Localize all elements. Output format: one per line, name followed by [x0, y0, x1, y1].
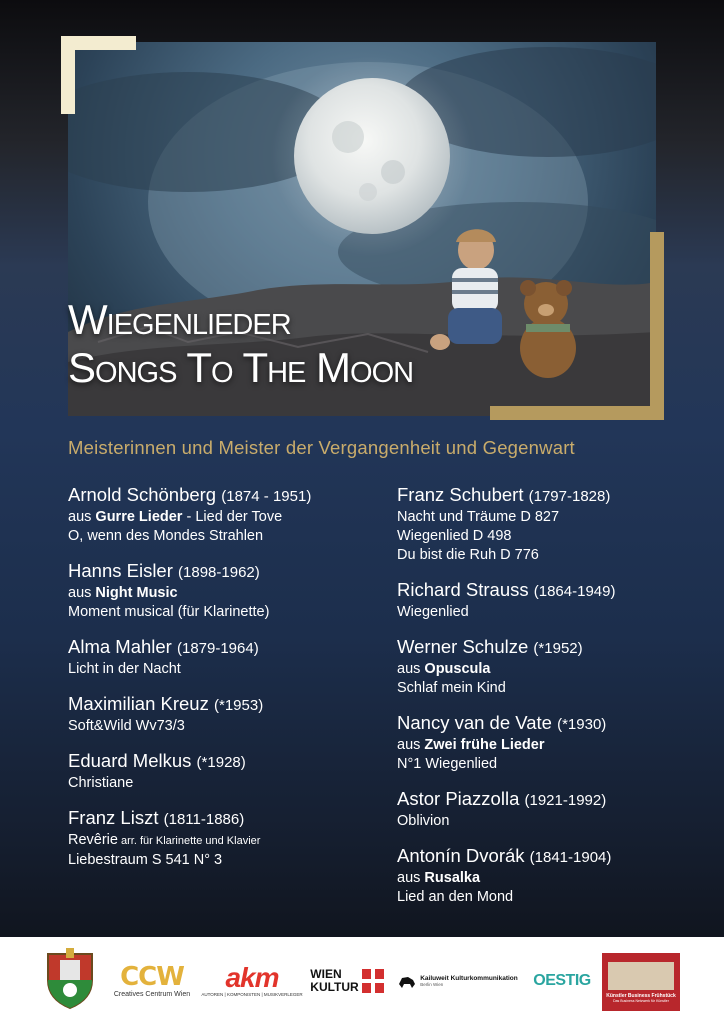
ccw-logo-subtext: Creatives Centrum Wien: [113, 991, 191, 998]
kultur-logo-text: KULTUR: [310, 979, 359, 994]
work-title: Revêrie: [68, 832, 118, 848]
work-title: Soft&Wild Wv73/3: [68, 718, 185, 734]
composer-years: (1879-1964): [176, 640, 259, 657]
work-title: O, wenn des Mondes Strahlen: [68, 528, 264, 544]
composer-name: Werner Schulze: [397, 636, 529, 657]
arrangement-note: arr. für Klarinette und Klavier: [117, 835, 261, 847]
subtitle: Meisterinnen und Meister der Vergangenheit und Gegenwart: [68, 437, 575, 458]
work-title: Moment musical (für Klarinette): [68, 604, 270, 620]
composer-years: (1864-1949): [533, 583, 616, 600]
kailuweit-logo-text: Kailuweit Kulturkommunikation: [420, 974, 518, 982]
program-entry: [68, 693, 388, 736]
work-collection: Rusalka: [424, 870, 481, 886]
program-entry: [397, 845, 717, 907]
ccw-logo: [108, 953, 196, 1008]
work-title: Du bist die Ruh D 776: [397, 547, 539, 563]
title-line-2: Songs To The Moon: [68, 344, 414, 391]
coat-of-arms-logo: [42, 946, 98, 1010]
moon: [294, 78, 450, 234]
work-title: Wiegenlied D 498: [397, 528, 512, 544]
work-prefix: aus: [397, 737, 425, 753]
oestig-logo: [530, 953, 594, 1008]
composer-years: (1797-1828): [528, 488, 611, 505]
wien-kultur-logo: [308, 953, 386, 1008]
work-title: Lied an den Mond: [397, 889, 514, 905]
composer-name: Nancy van de Vate: [397, 712, 552, 733]
composer-years: (*1952): [533, 640, 583, 657]
program-entry: [397, 484, 717, 565]
composer-years: (*1953): [214, 697, 264, 714]
composer-years: (1921-1992): [524, 792, 607, 809]
poster-title: [68, 296, 413, 392]
oestig-logo-text: OESTIG: [533, 971, 591, 989]
corner-bracket-bottom-right: [490, 232, 664, 420]
program-entry: [397, 636, 717, 698]
group-photo-icon: [608, 962, 674, 990]
work-collection: Opuscula: [424, 661, 491, 677]
composer-name: Hanns Eisler: [68, 560, 173, 581]
wien-logo-text: WIEN: [310, 966, 342, 981]
composer-years: (1874 - 1951): [221, 488, 312, 505]
composer-years: (*1930): [557, 716, 607, 733]
kbf-logo-text: Künstler Business Frühstück: [606, 992, 676, 999]
program-entry: [68, 750, 388, 793]
kbf-logo-subtext: Das Business Netzwerk für Künstler: [613, 998, 669, 1003]
work-title: Licht in der Nacht: [68, 661, 181, 677]
program-entry: [397, 788, 717, 831]
composer-name: Astor Piazzolla: [397, 788, 520, 809]
work-title: N°1 Wiegenlied: [397, 756, 498, 772]
program-column-right: [397, 484, 717, 921]
akm-logo: [201, 953, 303, 1008]
work-prefix: aus: [397, 870, 425, 886]
program-column-left: [68, 484, 388, 884]
wien-flag-icon: [362, 969, 384, 993]
program-entry: [68, 560, 388, 622]
work-collection: Zwei frühe Lieder: [424, 737, 545, 753]
ccw-logo-text: CCW: [120, 962, 184, 992]
work-title: Liebestraum S 541 N° 3: [68, 852, 223, 868]
composer-name: Antonín Dvorák: [397, 845, 525, 866]
program-entry: [397, 712, 717, 774]
title-line-1: Wiegenlieder: [68, 296, 291, 343]
work-prefix: aus: [68, 585, 96, 601]
program-entry: [68, 484, 388, 546]
kuenstler-business-fruehstueck-logo: [602, 953, 680, 1011]
work-title: Nacht und Träume D 827: [397, 509, 560, 525]
akm-logo-text: akm: [225, 962, 279, 993]
work-collection: Night Music: [95, 585, 178, 601]
program-entry: [397, 579, 717, 622]
work-title: Wiegenlied: [397, 604, 469, 620]
work-title: - Lied der Tove: [182, 509, 283, 525]
work-title: Schlaf mein Kind: [397, 680, 506, 696]
work-title: Christiane: [68, 775, 134, 791]
program-entry: [68, 807, 388, 870]
composer-name: Richard Strauss: [397, 579, 529, 600]
kailuweit-logo-subtext: Berlin Wien: [420, 981, 444, 987]
corner-bracket-top-left: [61, 36, 136, 114]
composer-years: (1841-1904): [529, 849, 612, 866]
akm-logo-subtext: AUTOREN | KOMPONISTEN | MUSIKVERLEGER: [201, 992, 303, 997]
composer-name: Franz Schubert: [397, 484, 524, 505]
composer-name: Franz Liszt: [68, 807, 159, 828]
kailuweit-logo: [394, 953, 522, 1008]
composer-years: (1811-1886): [163, 811, 245, 828]
composer-name: Arnold Schönberg: [68, 484, 217, 505]
composer-name: Alma Mahler: [68, 636, 172, 657]
composer-years: (1898-1962): [178, 564, 260, 581]
composer-years: (*1928): [196, 754, 246, 771]
work-prefix: aus: [397, 661, 425, 677]
work-prefix: aus: [68, 509, 96, 525]
program-entry: [68, 636, 388, 679]
composer-name: Maximilian Kreuz: [68, 693, 209, 714]
work-title: Oblivion: [397, 813, 450, 829]
composer-name: Eduard Melkus: [68, 750, 192, 771]
work-collection: Gurre Lieder: [95, 509, 183, 525]
bear-icon: [398, 972, 416, 990]
